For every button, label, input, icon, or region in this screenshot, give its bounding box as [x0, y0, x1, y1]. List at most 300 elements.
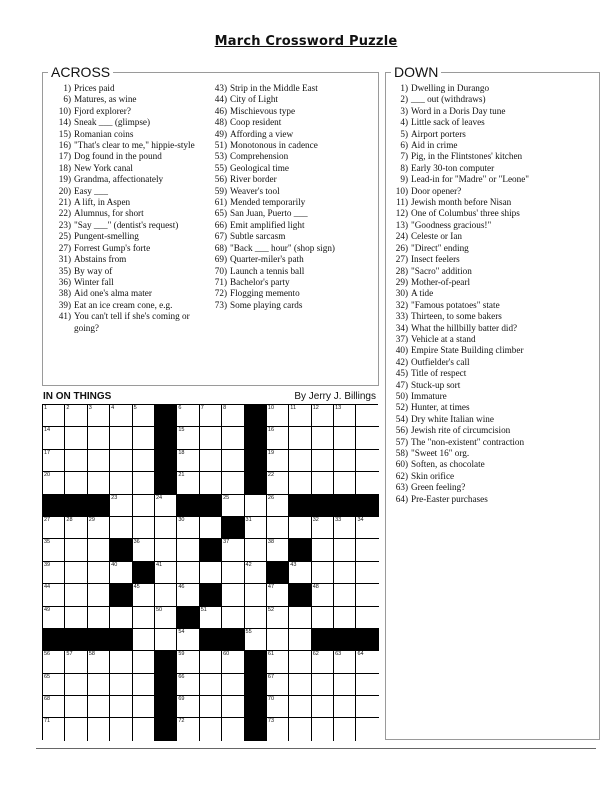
grid-cell[interactable]: [312, 718, 334, 740]
clue-text: Abstains from: [74, 254, 127, 265]
cell-number: 24: [155, 494, 163, 501]
grid-cell[interactable]: [312, 562, 334, 584]
clue-text: San Juan, Puerto ___: [230, 208, 308, 219]
grid-cell[interactable]: [177, 517, 199, 539]
clue-item: [388, 277, 596, 288]
grid-cell[interactable]: [65, 472, 87, 494]
grid-block: [245, 651, 267, 673]
clue-item: [207, 300, 375, 311]
grid-cell[interactable]: [334, 607, 356, 629]
clue-number: 13): [395, 219, 408, 230]
clue-text: Little sack of leaves: [411, 117, 485, 128]
grid-cell[interactable]: [334, 472, 356, 494]
grid-cell[interactable]: [88, 562, 110, 584]
grid-cell[interactable]: [65, 517, 87, 539]
grid-cell[interactable]: [110, 651, 132, 673]
grid-cell[interactable]: [356, 427, 378, 449]
grid-cell[interactable]: [222, 696, 244, 718]
grid-cell[interactable]: [267, 607, 289, 629]
page-title: March Crossword Puzzle: [214, 34, 398, 49]
grid-cell[interactable]: [200, 696, 222, 718]
grid-cell[interactable]: [289, 450, 311, 472]
grid-cell[interactable]: [222, 674, 244, 696]
grid-cell[interactable]: [245, 495, 267, 517]
grid-cell[interactable]: [177, 562, 199, 584]
grid-cell[interactable]: [65, 674, 87, 696]
grid-cell[interactable]: [267, 584, 289, 606]
grid-cell[interactable]: [267, 427, 289, 449]
grid-cell[interactable]: [312, 696, 334, 718]
grid-cell[interactable]: [356, 696, 378, 718]
clue-text: Weaver's tool: [230, 185, 280, 196]
cell-number: 72: [178, 718, 185, 725]
clue-item: [388, 163, 596, 174]
clue-number: 54): [395, 413, 408, 424]
grid-cell[interactable]: [177, 539, 199, 561]
clue-text: Thirteen, to some bakers: [411, 311, 502, 322]
grid-cell[interactable]: [267, 495, 289, 517]
clue-text: Immature: [411, 390, 447, 401]
cell-number: 58: [88, 651, 95, 658]
grid-cell[interactable]: [43, 539, 65, 561]
cell-number: 45: [133, 584, 140, 591]
grid-cell[interactable]: [267, 651, 289, 673]
cell-number: 73: [267, 718, 275, 725]
grid-cell[interactable]: [110, 517, 132, 539]
grid-block: [155, 674, 177, 696]
grid-cell[interactable]: [88, 651, 110, 673]
grid-cell[interactable]: [43, 472, 65, 494]
grid-cell[interactable]: [245, 629, 267, 651]
clue-item: [388, 83, 596, 94]
clue-text: Soften, as chocolate: [411, 459, 485, 470]
clue-text: Jewish month before Nisan: [411, 197, 512, 208]
grid-cell[interactable]: [245, 607, 267, 629]
grid-cell[interactable]: [222, 562, 244, 584]
clue-number: 28): [395, 265, 408, 276]
grid-cell[interactable]: [133, 584, 155, 606]
grid-cell[interactable]: [88, 427, 110, 449]
grid-cell[interactable]: [65, 450, 87, 472]
grid-cell[interactable]: [289, 562, 311, 584]
clue-text: Easy ___: [74, 185, 108, 196]
grid-cell[interactable]: [177, 718, 199, 740]
grid-cell[interactable]: [289, 472, 311, 494]
grid-cell[interactable]: [289, 427, 311, 449]
grid-cell[interactable]: [133, 651, 155, 673]
clue-number: 64): [395, 493, 408, 504]
clue-number: 59): [214, 185, 227, 196]
cell-number: 40: [111, 561, 118, 568]
clue-text: Aid in crime: [411, 140, 458, 151]
grid-cell[interactable]: [177, 629, 199, 651]
grid-cell[interactable]: [133, 495, 155, 517]
grid-block: [155, 718, 177, 740]
grid-cell[interactable]: [110, 472, 132, 494]
grid-cell[interactable]: [222, 539, 244, 561]
grid-cell[interactable]: [177, 450, 199, 472]
clue-item: [51, 83, 209, 94]
grid-cell[interactable]: [312, 674, 334, 696]
grid-cell[interactable]: [133, 696, 155, 718]
clue-text: Emit amplified light: [230, 219, 305, 230]
grid-block: [155, 427, 177, 449]
across-clues-column-2: [207, 83, 375, 311]
clue-text: Eat an ice cream cone, e.g.: [74, 299, 173, 310]
grid-cell[interactable]: [43, 562, 65, 584]
grid-cell[interactable]: [334, 674, 356, 696]
grid-cell[interactable]: [155, 607, 177, 629]
clue-text: Grandma, affectionately: [74, 174, 164, 185]
clue-item: [388, 288, 596, 299]
grid-cell[interactable]: [177, 427, 199, 449]
grid-cell[interactable]: [267, 472, 289, 494]
grid-cell[interactable]: [155, 629, 177, 651]
grid-cell[interactable]: [88, 696, 110, 718]
grid-cell[interactable]: [289, 517, 311, 539]
cell-number: 49: [44, 606, 51, 613]
grid-cell[interactable]: [312, 607, 334, 629]
grid-cell[interactable]: [356, 651, 378, 673]
grid-cell[interactable]: [312, 539, 334, 561]
grid-block: [245, 405, 267, 427]
clue-number: 30): [395, 288, 408, 299]
grid-cell[interactable]: [312, 517, 334, 539]
grid-cell[interactable]: [289, 607, 311, 629]
clue-text: "Goodness gracious!": [411, 219, 492, 230]
clue-number: 26): [395, 242, 408, 253]
grid-cell[interactable]: [43, 651, 65, 673]
grid-cell[interactable]: [289, 696, 311, 718]
grid-cell[interactable]: [110, 674, 132, 696]
grid-cell[interactable]: [133, 539, 155, 561]
grid-cell[interactable]: [245, 517, 267, 539]
grid-cell[interactable]: [267, 517, 289, 539]
grid-cell[interactable]: [43, 427, 65, 449]
grid-cell[interactable]: [43, 450, 65, 472]
clue-text: By way of: [74, 265, 113, 276]
grid-cell[interactable]: [200, 427, 222, 449]
grid-cell[interactable]: [267, 405, 289, 427]
grid-cell[interactable]: [65, 584, 87, 606]
clue-item: [207, 174, 375, 185]
grid-cell[interactable]: [155, 584, 177, 606]
cell-number: 57: [66, 651, 73, 658]
grid-cell[interactable]: [356, 584, 378, 606]
grid-cell[interactable]: [200, 450, 222, 472]
grid-cell[interactable]: [222, 651, 244, 673]
grid-cell[interactable]: [43, 674, 65, 696]
clue-text: "Famous potatoes" state: [411, 299, 500, 310]
clue-item: [388, 357, 596, 368]
grid-cell[interactable]: [133, 427, 155, 449]
grid-cell[interactable]: [88, 674, 110, 696]
grid-cell[interactable]: [88, 450, 110, 472]
clue-text: Vehicle at a stand: [411, 333, 476, 344]
grid-cell[interactable]: [133, 472, 155, 494]
grid-cell[interactable]: [43, 517, 65, 539]
grid-cell[interactable]: [200, 405, 222, 427]
grid-cell[interactable]: [222, 427, 244, 449]
clue-item: [207, 277, 375, 288]
clue-number: 45): [395, 368, 408, 379]
clue-item: [51, 163, 209, 174]
grid-cell[interactable]: [110, 495, 132, 517]
grid-cell[interactable]: [245, 562, 267, 584]
clue-item: [388, 459, 596, 470]
grid-cell[interactable]: [200, 472, 222, 494]
grid-cell[interactable]: [133, 718, 155, 740]
cell-number: 47: [267, 584, 275, 591]
clue-item: [388, 106, 596, 117]
cell-number: 51: [200, 606, 207, 613]
clue-number: 39): [58, 299, 71, 310]
grid-cell[interactable]: [356, 562, 378, 584]
grid-cell[interactable]: [222, 584, 244, 606]
grid-block: [155, 651, 177, 673]
cell-number: 23: [111, 494, 118, 501]
grid-cell[interactable]: [133, 450, 155, 472]
clue-text: Flogging memento: [230, 288, 300, 299]
across-heading: ACROSS: [48, 64, 113, 80]
grid-cell[interactable]: [356, 718, 378, 740]
grid-cell[interactable]: [88, 472, 110, 494]
grid-cell[interactable]: [222, 472, 244, 494]
grid-cell[interactable]: [177, 651, 199, 673]
grid-cell[interactable]: [334, 405, 356, 427]
grid-cell[interactable]: [200, 718, 222, 740]
grid-cell[interactable]: [289, 651, 311, 673]
clue-number: 25): [58, 231, 71, 242]
grid-cell[interactable]: [289, 405, 311, 427]
clue-number: 66): [214, 219, 227, 230]
clue-text: Dwelling in Durango: [411, 83, 490, 93]
grid-cell[interactable]: [312, 405, 334, 427]
cell-number: 55: [245, 628, 252, 635]
cell-number: 41: [155, 561, 163, 568]
grid-cell[interactable]: [356, 405, 378, 427]
grid-title: IN ON THINGS: [43, 391, 112, 402]
grid-cell[interactable]: [312, 651, 334, 673]
grid-cell[interactable]: [356, 607, 378, 629]
grid-cell[interactable]: [110, 562, 132, 584]
clue-text: "That's clear to me," hippie-style: [74, 140, 195, 151]
clue-text: Title of respect: [411, 368, 467, 379]
grid-cell[interactable]: [245, 539, 267, 561]
grid-cell[interactable]: [267, 674, 289, 696]
clue-number: 19): [58, 174, 71, 185]
clue-number: 36): [58, 276, 71, 287]
grid-block: [133, 562, 155, 584]
clue-item: [388, 482, 596, 493]
grid-cell[interactable]: [155, 562, 177, 584]
grid-cell[interactable]: [334, 584, 356, 606]
grid-cell[interactable]: [43, 405, 65, 427]
grid-cell[interactable]: [88, 718, 110, 740]
grid-cell[interactable]: [356, 472, 378, 494]
grid-cell[interactable]: [155, 495, 177, 517]
grid-cell[interactable]: [334, 539, 356, 561]
grid-cell[interactable]: [200, 674, 222, 696]
grid-cell[interactable]: [65, 607, 87, 629]
grid-block: [110, 584, 132, 606]
cell-number: 61: [267, 651, 275, 658]
grid-cell[interactable]: [177, 674, 199, 696]
grid-block: [222, 517, 244, 539]
grid-cell[interactable]: [177, 472, 199, 494]
clue-number: 56): [395, 425, 408, 436]
grid-cell[interactable]: [133, 674, 155, 696]
clue-text: "Sweet 16" org.: [411, 448, 470, 458]
cell-number: 52: [267, 606, 275, 613]
grid-cell[interactable]: [65, 405, 87, 427]
grid-cell[interactable]: [267, 450, 289, 472]
grid-cell[interactable]: [88, 607, 110, 629]
clue-item: [388, 448, 596, 459]
grid-cell[interactable]: [110, 427, 132, 449]
grid-cell[interactable]: [200, 651, 222, 673]
grid-block: [200, 629, 222, 651]
grid-cell[interactable]: [65, 718, 87, 740]
clue-text: "Sacro" addition: [411, 265, 472, 276]
clue-number: 1): [63, 83, 71, 93]
grid-cell[interactable]: [110, 450, 132, 472]
grid-cell[interactable]: [65, 427, 87, 449]
cell-number: 16: [267, 427, 275, 434]
down-panel: [385, 64, 600, 740]
grid-cell[interactable]: [43, 718, 65, 740]
grid-cell[interactable]: [88, 584, 110, 606]
grid-cell[interactable]: [200, 607, 222, 629]
grid-cell[interactable]: [155, 517, 177, 539]
grid-cell[interactable]: [110, 696, 132, 718]
grid-cell[interactable]: [222, 718, 244, 740]
clue-item: [51, 151, 209, 162]
clue-item: [207, 266, 375, 277]
grid-cell[interactable]: [200, 562, 222, 584]
grid-cell[interactable]: [65, 696, 87, 718]
grid-cell[interactable]: [200, 517, 222, 539]
clue-item: [207, 186, 375, 197]
grid-cell[interactable]: [356, 450, 378, 472]
grid-cell[interactable]: [334, 450, 356, 472]
clue-text: Prices paid: [74, 83, 115, 93]
grid-cell[interactable]: [222, 607, 244, 629]
grid-cell[interactable]: [110, 607, 132, 629]
grid-block: [200, 584, 222, 606]
clue-item: [388, 220, 596, 231]
grid-cell[interactable]: [334, 562, 356, 584]
grid-cell[interactable]: [110, 405, 132, 427]
grid-cell[interactable]: [155, 539, 177, 561]
grid-cell[interactable]: [267, 718, 289, 740]
grid-cell[interactable]: [65, 562, 87, 584]
cell-number: 21: [178, 472, 185, 479]
grid-cell[interactable]: [289, 629, 311, 651]
grid-cell[interactable]: [133, 607, 155, 629]
grid-cell[interactable]: [88, 405, 110, 427]
grid-cell[interactable]: [312, 584, 334, 606]
grid-cell[interactable]: [334, 718, 356, 740]
clue-text: Dog found in the pound: [74, 151, 162, 162]
grid-cell[interactable]: [356, 539, 378, 561]
grid-cell[interactable]: [133, 517, 155, 539]
grid-cell[interactable]: [177, 405, 199, 427]
grid-cell[interactable]: [267, 539, 289, 561]
grid-cell[interactable]: [267, 696, 289, 718]
clue-number: 38): [58, 288, 71, 299]
grid-cell[interactable]: [177, 696, 199, 718]
grid-cell[interactable]: [312, 427, 334, 449]
clue-text: Lead-in for "Madre" or "Leone": [411, 174, 530, 185]
grid-cell[interactable]: [88, 539, 110, 561]
clue-item: [388, 425, 596, 436]
grid-cell[interactable]: [177, 584, 199, 606]
grid-cell[interactable]: [356, 674, 378, 696]
grid-block: [245, 450, 267, 472]
grid-cell[interactable]: [110, 718, 132, 740]
clue-item: [207, 208, 375, 219]
cell-number: 56: [44, 651, 51, 658]
grid-cell[interactable]: [88, 517, 110, 539]
grid-cell[interactable]: [312, 472, 334, 494]
clue-text: Skin orifice: [411, 470, 455, 481]
cell-number: 4: [111, 405, 115, 411]
grid-cell[interactable]: [43, 584, 65, 606]
clue-number: 6): [63, 94, 71, 105]
grid-cell[interactable]: [133, 405, 155, 427]
cell-number: 3: [88, 405, 92, 411]
clue-item: [207, 231, 375, 242]
grid-byline: By Jerry J. Billings: [294, 391, 376, 402]
grid-cell[interactable]: [222, 450, 244, 472]
clue-number: 41): [58, 311, 71, 322]
grid-cell[interactable]: [334, 651, 356, 673]
grid-cell[interactable]: [222, 405, 244, 427]
grid-cell[interactable]: [267, 629, 289, 651]
clue-text: Coop resident: [230, 117, 282, 128]
cell-number: 13: [335, 405, 342, 411]
clue-text: Alumnus, for short: [74, 208, 144, 219]
grid-cell[interactable]: [43, 696, 65, 718]
grid-cell[interactable]: [65, 539, 87, 561]
clue-item: [207, 117, 375, 128]
clue-number: 8): [400, 162, 408, 173]
grid-cell[interactable]: [334, 696, 356, 718]
grid-cell[interactable]: [289, 674, 311, 696]
clue-item: [207, 129, 375, 140]
clue-number: 63): [395, 482, 408, 493]
grid-cell[interactable]: [65, 651, 87, 673]
clue-number: 15): [58, 128, 71, 139]
clue-item: [388, 266, 596, 277]
grid-cell[interactable]: [43, 607, 65, 629]
grid-cell[interactable]: [334, 427, 356, 449]
cell-number: 15: [178, 427, 185, 434]
grid-cell[interactable]: [133, 629, 155, 651]
grid-block: [155, 450, 177, 472]
grid-cell[interactable]: [356, 517, 378, 539]
clue-number: 71): [214, 276, 227, 287]
grid-cell[interactable]: [334, 517, 356, 539]
grid-cell[interactable]: [222, 495, 244, 517]
grid-cell[interactable]: [312, 450, 334, 472]
clue-item: [51, 106, 209, 117]
clue-number: 27): [395, 254, 408, 265]
grid-cell[interactable]: [289, 718, 311, 740]
grid-cell[interactable]: [245, 584, 267, 606]
clue-item: [388, 368, 596, 379]
